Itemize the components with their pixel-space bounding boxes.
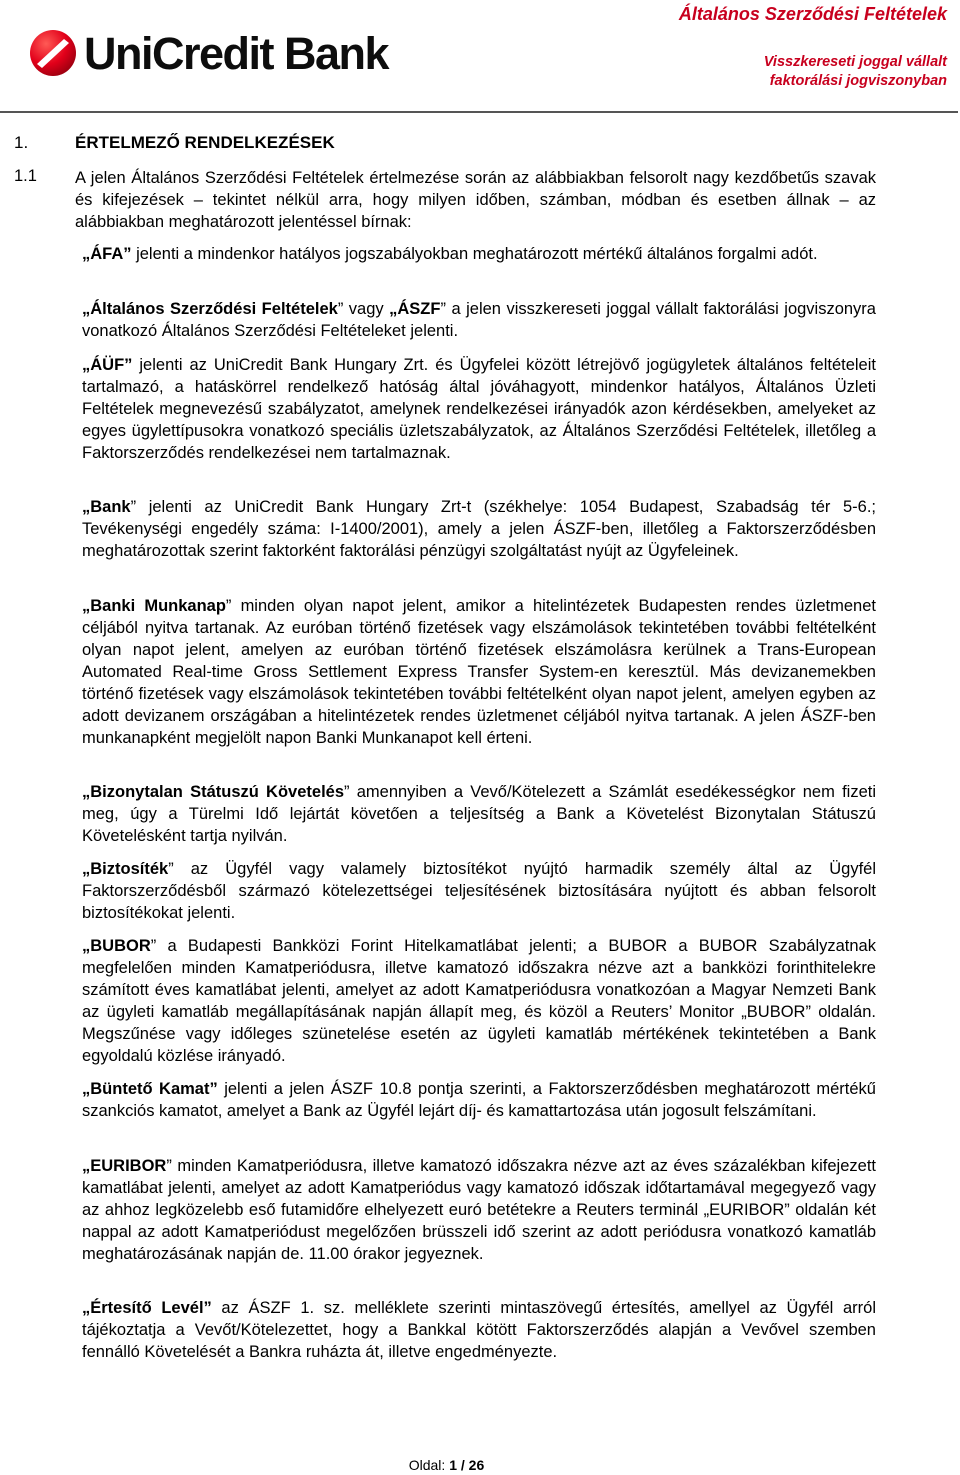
page-header <box>0 0 960 113</box>
definition-text: ” minden Kamatperiódusra, illetve kamatozó időszakra nézve azt az éves százalékban kifejezett kamatlábat jelenti, amelyet az adott Kamatperiódus vagy kamatozó időszak időtartamával megegyező vagy az ahhoz legközelebb eső futamidőre elhelyezett euró betétekre a Reuters terminál „EURIBOR” oldalán két nappal az adott Kamatperiódust megelőzően brüsszeli idő szerint az adott periódusra vonatkozó kamatláb meghatározásának napján de. 11.00 órakor jegyeznek. <box>82 1157 876 1263</box>
document-subtitle <box>764 53 947 91</box>
definition-term: „Bank <box>82 498 131 516</box>
definition-connector: ” vagy <box>337 300 390 318</box>
definition-term: „Büntető Kamat” <box>82 1080 218 1098</box>
logo-text: UniCredit Bank <box>84 27 389 79</box>
definition-term: „BUBOR <box>82 937 151 955</box>
definition-text: ” az Ügyfél vagy valamely biztosítékot nyújtó harmadik személy által az Ügyfél Faktorszerződésből származó kötelezettségei teljesítésének biztosítására nyújtott és abban felsorolt biztosítékokat jelenti. <box>82 860 876 922</box>
paragraph-number: 1.1 <box>14 167 37 185</box>
definition-bubor <box>82 935 876 1067</box>
page-footer <box>0 1457 893 1473</box>
page-label: Oldal: <box>408 1457 450 1473</box>
definition-term: „Banki Munkanap <box>82 597 226 615</box>
definition-text: ” minden olyan napot jelent, amikor a hitelintézetek Budapesten rendes üzletmenet céljából nyitva tartanak. Az euróban történő fizetések vagy elszámolások tekintetében további feltételként olyan napot jelent, amelyen az euróban történő fizetések elszámolásra kerülnek a Trans-European Automated Real-time Gross Settlement Express Transfer System-en keresztül. Más devizanemekben történő fizetések vagy elszámolások tekintetében további feltételként olyan napot jelent, amelyen egyben az adott devizanem országában a hitelintézetek rendes üzletmenet céljából nyitva tartanak. A jelen ÁSZF-ben munkanapként megjelölt napon Banki Munkanapot kell érteni. <box>82 597 876 747</box>
section-title: ÉRTELMEZŐ RENDELKEZÉSEK <box>75 133 335 152</box>
definition-auf <box>82 354 876 464</box>
definition-aszf <box>82 298 876 342</box>
definition-text: ” amennyiben a Vevő/Kötelezett a Számlát esedékességkor nem fizeti meg, úgy a Türelmi Idő lejártát követően a teljesítség a Bank a Követelést Bizonytalan Státuszú Követelésként tartja nyilván. <box>82 783 876 845</box>
definition-term-alt: „ÁSZF <box>389 300 441 318</box>
definition-term: „Biztosíték <box>82 860 169 878</box>
unicredit-logo <box>28 28 388 78</box>
definition-term: „ÁFA” <box>82 245 132 263</box>
definition-bank <box>82 496 876 562</box>
definition-term: „Bizonytalan Státuszú Követelés <box>82 783 345 801</box>
definition-text: az ÁSZF 1. sz. melléklete szerinti mintaszövegű értesítés, amellyel az Ügyfél arról tájékoztatja a Vevőt/Kötelezettet, hogy a Bankkal kötött Faktorszerződés alapján a Vevővel szemben fennálló Követelését a Bankra ruházta át, illetve engedményezte. <box>82 1299 876 1361</box>
section-number: 1. <box>14 133 29 152</box>
definition-banki-munkanap <box>82 595 876 749</box>
subtitle-line-1: Visszkereseti joggal vállalt <box>763 54 947 70</box>
definition-afa <box>82 243 876 265</box>
current-page: 1 <box>449 1457 457 1473</box>
definition-text: ” a Budapesti Bankközi Forint Hitelkamatlábat jelenti; a BUBOR a BUBOR Szabályzatnak megfelelően minden Kamatperiódusra, illetve kamatozó időszakra nézve azt a bankközi forinthitelekre számított éves kamatlábat jelenti, amelyet az adott Kamatperiódusra vonatkozóan a Magyar Nemzeti Bank az ügyleti kamatláb megállapításának napján állapít meg, és közöl a Reuters’ Monitor „BUBOR” oldalán. Megszűnése vagy időleges szünetelése esetén az ügyleti kamatláb mértékének tekintetében a Bank egyoldalú közlése irányadó. <box>82 937 876 1065</box>
definition-biztositek <box>82 858 876 924</box>
definition-term: „Értesítő Levél” <box>82 1299 212 1317</box>
page-separator: / <box>457 1457 469 1473</box>
definition-text: ” jelenti az UniCredit Bank Hungary Zrt-t (székhelye: 1054 Budapest, Szabadság tér 5-6.; Tevékenységi engedély száma: I-1400/2001), amely a jelen ÁSZF-ben, illetőleg a Faktorszerződésben meghatározottak szerint faktorként faktorálási pénzügyi szolgáltatást nyújt az Ügyfeleinek. <box>82 498 876 560</box>
definition-term: „EURIBOR <box>82 1157 167 1175</box>
definition-text: jelenti az UniCredit Bank Hungary Zrt. és Ügyfelei között létrejövő jogügyletek általános feltételeit tartalmazó, a hatáskörrel rendelkező hatóság által jóváhagyott, mindenkor hatályos, Általános Üzleti Feltételek megnevezésű szabályzatot, amelynek rendelkezései irányadók azon kérdésekben, amelyeket az egyes ügylettípusokra vonatkozó speciális üzletszabályzatok, az Általános Szerződési Feltételek, illetőleg a Faktorszerződés rendelkezései nem tartalmaznak. <box>82 356 876 462</box>
definition-term: „Általános Szerződési Feltételek <box>82 300 338 318</box>
definition-euribor <box>82 1155 876 1265</box>
document-title: Általános Szerződési Feltételek <box>678 4 947 24</box>
definition-bizonytalan-statuszu-koveteles <box>82 781 876 847</box>
definition-term: „ÁÜF” <box>82 356 133 374</box>
definition-text: jelenti a jelen ÁSZF 10.8 pontja szerinti, a Faktorszerződésben meghatározott mértékű szankciós kamatot, amelyet a Bank az Ügyfél lejárt díj- és kamattartozása után jogosult felszámítani. <box>82 1080 876 1120</box>
definition-ertesito-level <box>82 1297 876 1363</box>
subtitle-line-2: faktorálási jogviszonyban <box>769 73 947 89</box>
paragraph-text: A jelen Általános Szerződési Feltételek értelmezése során az alábbiakban felsorolt nagy kezdőbetűs szavak és kifejezések – tekintet nélkül arra, hogy milyen időben, számban, módban és esetben állnak – az alábbiakban meghatározott jelentéssel bírnak: <box>75 169 876 231</box>
header-divider <box>0 111 958 113</box>
definition-bunteto-kamat <box>82 1078 876 1122</box>
total-pages: 26 <box>468 1457 485 1473</box>
definition-text: jelenti a mindenkor hatályos jogszabályokban meghatározott mértékű általános forgalmi adót. <box>131 245 818 263</box>
page-number <box>449 1457 484 1473</box>
definition-text: ” a jelen visszkereseti joggal vállalt faktorálási jogviszonyra vonatkozó Általános Szerződési Feltételeket jelenti. <box>82 300 876 340</box>
unicredit-emblem-icon <box>28 28 78 78</box>
